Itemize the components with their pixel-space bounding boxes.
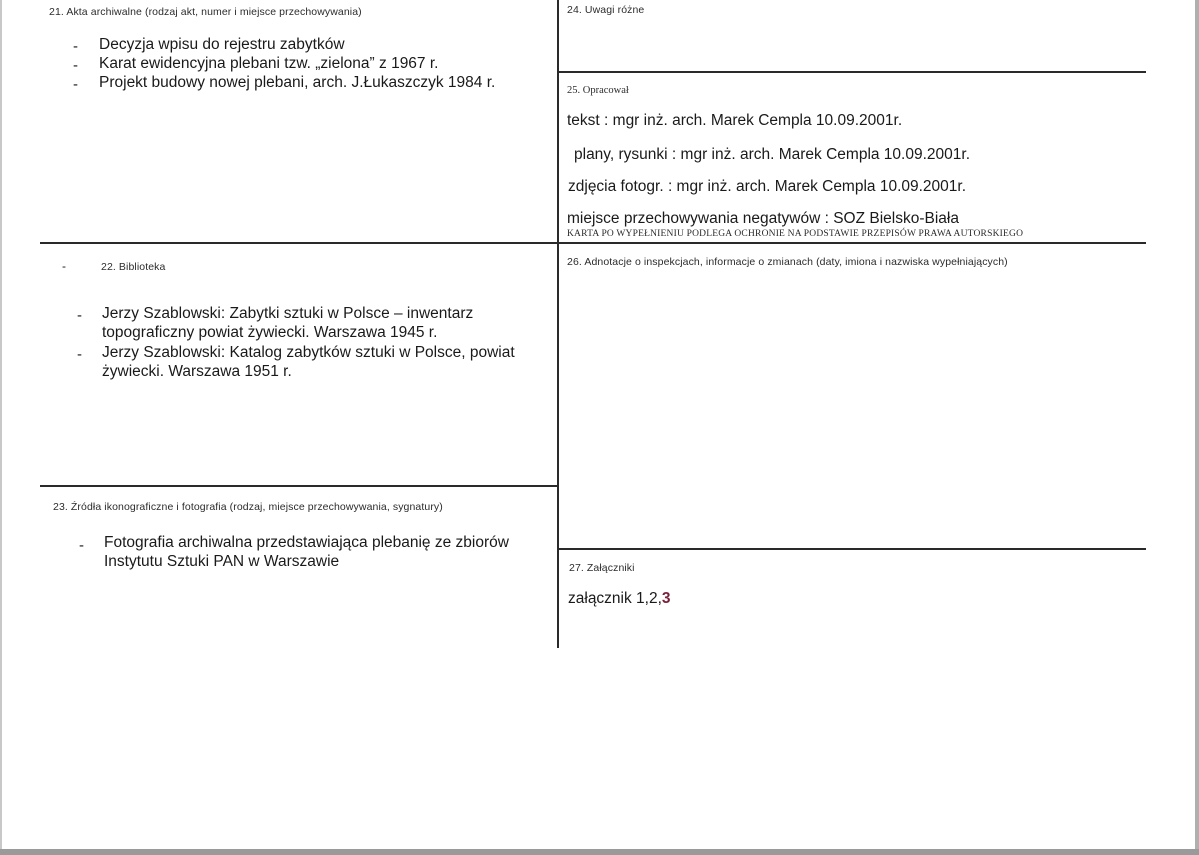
scan-edge-bottom [0, 849, 1199, 855]
bullet-dash: - [77, 307, 82, 324]
attachments-value [568, 590, 671, 608]
section-21-item: Karat ewidencyjna plebani tzw. „zielona” z 1967 r. [99, 55, 439, 72]
section-22-item-line: topograficzny powiat żywiecki. Warszawa 1945 r. [102, 324, 438, 341]
row-divider-26-27 [558, 548, 1146, 550]
section-23-item-line: Fotografia archiwalna przedstawiająca plebanię ze zbiorów [104, 534, 509, 551]
section-23-item-line: Instytutu Sztuki PAN w Warszawie [104, 553, 340, 570]
section-23-label: 23. Źródła ikonograficzne i fotografia (rodzaj, miejsce przechowywania, sygnatury) [53, 501, 443, 513]
section-21-item: Projekt budowy nowej plebani, arch. J.Łukaszczyk 1984 r. [99, 74, 496, 91]
author-photos-line: zdjęcia fotogr. : mgr inż. arch. Marek Cempla 10.09.2001r. [568, 178, 967, 195]
section-22-item-line: Jerzy Szablowski: Katalog zabytków sztuki w Polsce, powiat [102, 344, 515, 361]
handwritten-number: 3 [661, 590, 671, 607]
author-text-line: tekst : mgr inż. arch. Marek Cempla 10.09.2001r. [567, 112, 903, 129]
section-22-label: 22. Biblioteka [101, 261, 166, 273]
bullet-dash: - [62, 259, 66, 273]
section-24-label: 24. Uwagi różne [567, 4, 645, 16]
bullet-dash: - [79, 537, 84, 554]
scan-edge-left [0, 0, 2, 855]
row-divider-24-25 [558, 71, 1146, 73]
section-21-item: Decyzja wpisu do rejestru zabytków [99, 36, 345, 53]
section-22-item-line: żywiecki. Warszawa 1951 r. [102, 363, 292, 380]
copyright-notice: KARTA PO WYPEŁNIENIU PODLEGA OCHRONIE NA PODSTAWIE PRZEPISÓW PRAWA AUTORSKIEGO [567, 229, 1024, 239]
section-22-item-line: Jerzy Szablowski: Zabytki sztuki w Polsce – inwentarz [102, 305, 474, 322]
bullet-dash: - [73, 76, 78, 93]
author-plans-line: plany, rysunki : mgr inż. arch. Marek Cempla 10.09.2001r. [574, 146, 970, 163]
negatives-storage-line: miejsce przechowywania negatywów : SOZ Bielsko-Biała [567, 210, 959, 227]
row-divider-21-22 [40, 242, 1146, 244]
scan-edge-right [1195, 0, 1199, 855]
row-divider-22-23 [40, 485, 558, 487]
section-27-label: 27. Załączniki [569, 562, 635, 574]
bullet-dash: - [77, 346, 82, 363]
section-21-label: 21. Akta archiwalne (rodzaj akt, numer i miejsce przechowywania) [49, 6, 362, 18]
bullet-dash: - [73, 38, 78, 55]
attachments-text: załącznik 1,2, [568, 590, 662, 607]
section-25-label: 25. Opracował [567, 85, 629, 96]
column-divider [557, 0, 559, 648]
section-26-label: 26. Adnotacje o inspekcjach, informacje o zmianach (daty, imiona i nazwiska wypełniających) [567, 256, 1008, 268]
bullet-dash: - [73, 57, 78, 74]
